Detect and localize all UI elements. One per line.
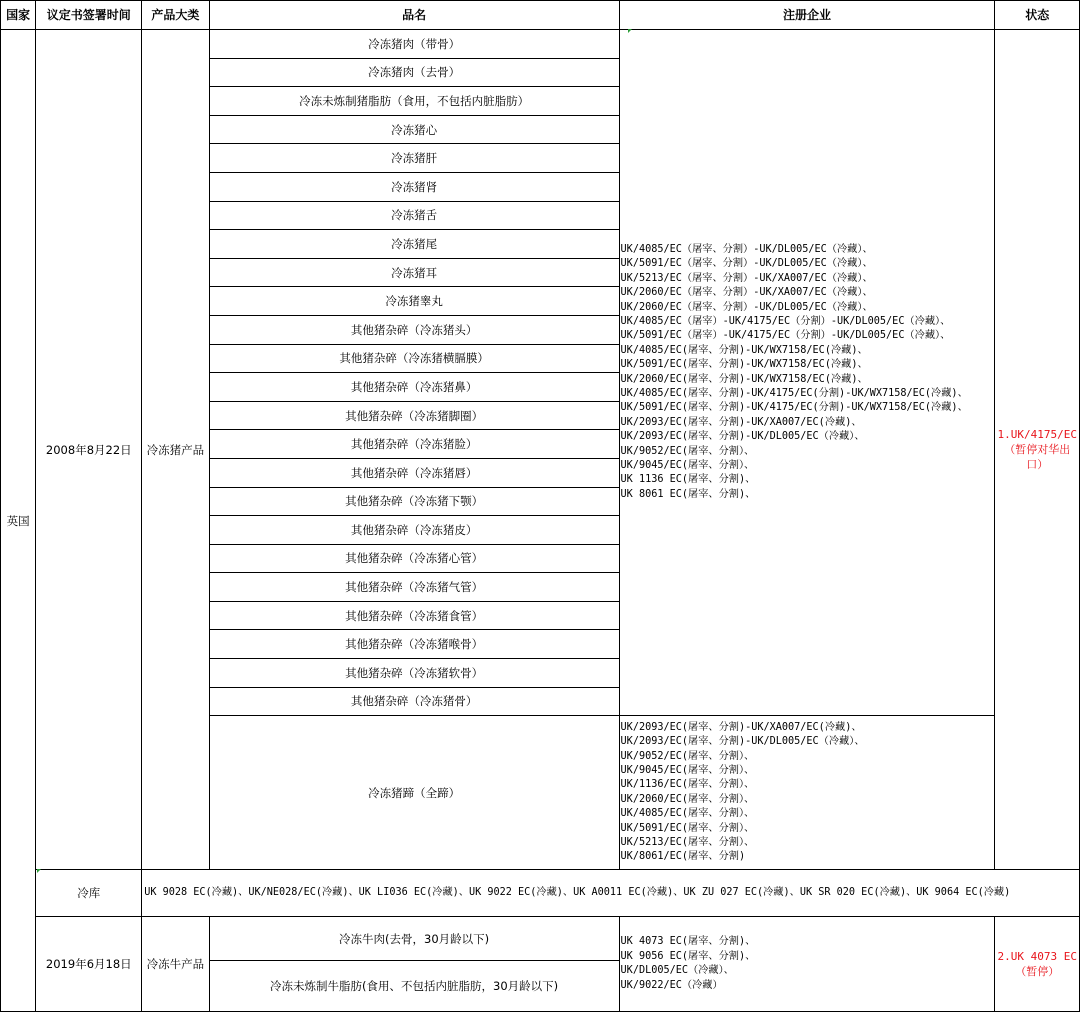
product-cell: 其他猪杂碎（冷冻猪脸） (209, 430, 619, 459)
header-category: 产品大类 (142, 1, 209, 30)
product-cell: 其他猪杂碎（冷冻猪唇） (209, 458, 619, 487)
product-cell: 其他猪杂碎（冷冻猪下颚） (209, 487, 619, 516)
product-cell: 其他猪杂碎（冷冻猪头） (209, 315, 619, 344)
header-date: 议定书签署时间 (36, 1, 142, 30)
cold-storage-enterprise-cell: UK 9028 EC(冷藏)、UK/NE028/EC(冷藏)、UK LI036 EC(冷藏)、UK 9022 EC(冷藏)、UK A0011 EC(冷藏)、UK ZU 027 EC(冷藏)、UK SR 020 EC(冷藏)、UK 9064 EC(冷藏) (142, 870, 1080, 917)
header-country: 国家 (1, 1, 36, 30)
product-cell: 其他猪杂碎（冷冻猪横膈膜） (209, 344, 619, 373)
product-cell: 冷冻未炼制猪脂肪（食用，不包括内脏脂肪） (209, 87, 619, 116)
table-row (1, 870, 1080, 917)
product-cell: 冷冻猪蹄（全蹄） (209, 716, 619, 870)
table-row (1, 30, 1080, 59)
beef-status-cell: 2.UK 4073 EC（暂停） (995, 917, 1080, 1012)
product-cell: 冷冻猪耳 (209, 258, 619, 287)
product-cell: 冷冻猪肾 (209, 172, 619, 201)
product-cell: 冷冻猪肉（去骨） (209, 58, 619, 87)
cold-storage-label: 冷库 (36, 870, 142, 917)
header-status: 状态 (995, 1, 1080, 30)
cell-marker-icon (628, 29, 632, 33)
trotter-enterprise-cell: UK/2093/EC(屠宰、分割)-UK/XA007/EC(冷藏)、 UK/2093/EC(屠宰、分割)-UK/DL005/EC（冷藏）、 UK/9052/EC(屠宰、分割）、 UK/9045/EC(屠宰、分割）、 UK/1136/EC(屠宰、分割）、 UK/2060/EC(屠宰、分割）、 UK/4085/EC(屠宰、分割）、 UK/5091/EC(屠宰、分割）、 UK/5213/EC(屠宰、分割）、 UK/8061/EC(屠宰、分割) (619, 716, 995, 870)
beef-enterprise-cell: UK 4073 EC(屠宰、分割)、 UK 9056 EC(屠宰、分割)、 UK/DL005/EC（冷藏）、 UK/9022/EC（冷藏） (619, 917, 995, 1012)
header-product: 品名 (209, 1, 619, 30)
product-cell: 其他猪杂碎（冷冻猪软骨） (209, 659, 619, 688)
product-cell: 冷冻猪尾 (209, 230, 619, 259)
pork-category-cell: 冷冻猪产品 (142, 30, 209, 870)
product-cell: 冷冻未炼制牛脂肪(食用、不包括内脏脂肪，30月龄以下) (209, 961, 619, 1012)
product-cell: 其他猪杂碎（冷冻猪骨） (209, 687, 619, 716)
table-row (1, 917, 1080, 961)
product-cell: 冷冻猪心 (209, 115, 619, 144)
pork-date-cell: 2008年8月22日 (36, 30, 142, 870)
product-cell: 其他猪杂碎（冷冻猪气管） (209, 573, 619, 602)
pork-enterprise-cell: UK/4085/EC（屠宰、分割）-UK/DL005/EC（冷藏）、 UK/5091/EC（屠宰、分割）-UK/DL005/EC（冷藏）、 UK/5213/EC（屠宰、分割）-UK/XA007/EC（冷藏）、 UK/2060/EC（屠宰、分割）-UK/XA007/EC（冷藏）、 UK/2060/EC（屠宰、分割）-UK/DL005/EC（冷藏）、 UK/4085/EC（屠宰）-UK/4175/EC（分割）-UK/DL005/EC（冷藏）、 UK/5091/EC（屠宰）-UK/4175/EC（分割）-UK/DL005/EC（冷藏）、 UK/4085/EC(屠宰、分割)-UK/WX7158/EC(冷藏)、 UK/5091/EC(屠宰、分割)-UK/WX7158/EC(冷藏)、 UK/2060/EC(屠宰、分割)-UK/WX7158/EC(冷藏)、 UK/4085/EC(屠宰、分割)-UK/4175/EC(分割)-UK/WX7158/EC(冷藏)、 UK/5091/EC(屠宰、分割)-UK/4175/EC(分割)-UK/WX7158/EC(冷藏)、 UK/2093/EC(屠宰、分割)-UK/XA007/EC(冷藏)、 UK/2093/EC(屠宰、分割)-UK/DL005/EC（冷藏）、 UK/9052/EC(屠宰、分割）、 UK/9045/EC(屠宰、分割）、 UK 1136 EC(屠宰、分割)、 UK 8061 EC(屠宰、分割)、 (619, 30, 995, 716)
product-cell: 其他猪杂碎（冷冻猪皮） (209, 516, 619, 545)
product-cell: 其他猪杂碎（冷冻猪鼻） (209, 373, 619, 402)
product-cell: 冷冻猪睾丸 (209, 287, 619, 316)
product-cell: 冷冻牛肉(去骨，30月龄以下) (209, 917, 619, 961)
country-cell: 英国 (1, 30, 36, 1012)
product-cell: 其他猪杂碎（冷冻猪食管） (209, 601, 619, 630)
header-row (1, 1, 1080, 30)
product-cell: 其他猪杂碎（冷冻猪脚圈） (209, 401, 619, 430)
beef-category-cell: 冷冻牛产品 (142, 917, 209, 1012)
pork-status-cell: 1.UK/4175/EC（暂停对华出口） (995, 30, 1080, 870)
product-cell: 冷冻猪肝 (209, 144, 619, 173)
product-cell: 冷冻猪舌 (209, 201, 619, 230)
cell-marker-icon (37, 869, 41, 873)
beef-date-cell: 2019年6月18日 (36, 917, 142, 1012)
product-cell: 冷冻猪肉（带骨） (209, 30, 619, 59)
product-cell: 其他猪杂碎（冷冻猪喉骨） (209, 630, 619, 659)
product-cell: 其他猪杂碎（冷冻猪心管） (209, 544, 619, 573)
header-enterprise: 注册企业 (619, 1, 995, 30)
